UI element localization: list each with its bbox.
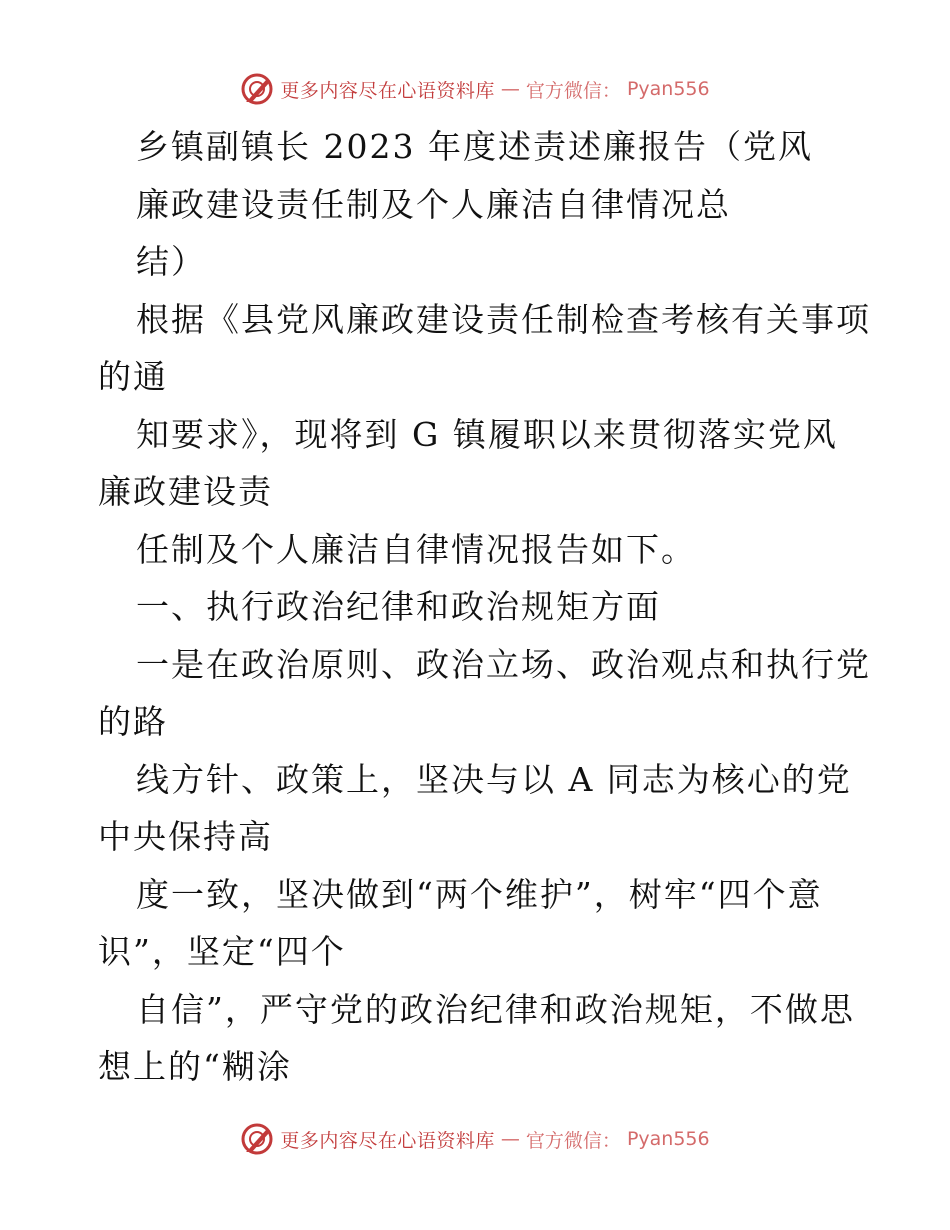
text-line: 自信”，严守党的政治纪律和政治规矩，不做思 bbox=[136, 989, 855, 1029]
watermark-wechat-id: Pyan556 bbox=[626, 78, 710, 100]
text-line: 度一致，坚决做到“两个维护”，树牢“四个意 bbox=[136, 874, 823, 914]
watermark-wechat-id: Pyan556 bbox=[626, 1128, 710, 1150]
watermark-wechat-label: 官方微信： bbox=[525, 1129, 621, 1152]
text-line: 中央保持高 bbox=[98, 817, 273, 856]
text-line: 线方针、政策上，坚决与以 A 同志为核心的党 bbox=[136, 759, 852, 799]
text-line: 廉政建设责 bbox=[98, 472, 273, 511]
text-line: 一是在政治原则、政治立场、政治观点和执行党 bbox=[136, 644, 871, 684]
pen-logo-icon bbox=[240, 1122, 274, 1156]
text-line: 的通 bbox=[98, 357, 168, 396]
text-line: 结） bbox=[136, 242, 206, 281]
text-line: 廉政建设责任制及个人廉洁自律情况总 bbox=[136, 184, 731, 224]
text-line: 根据《县党风廉政建设责任制检查考核有关事项 bbox=[136, 299, 871, 339]
document-body bbox=[98, 118, 871, 1096]
watermark-separator: — bbox=[500, 78, 520, 100]
text-line: 乡镇副镇长 2023 年度述责述廉报告（党风 bbox=[136, 127, 813, 166]
watermark-text: 更多内容尽在心语资料库 bbox=[280, 1129, 495, 1152]
watermark-text: 更多内容尽在心语资料库 bbox=[280, 79, 495, 102]
watermark-footer bbox=[0, 1122, 950, 1156]
text-line: 识”，坚定“四个 bbox=[98, 932, 346, 971]
pen-logo-icon bbox=[240, 72, 274, 106]
text-line: 的路 bbox=[98, 702, 168, 741]
text-line: 一、执行政治纪律和政治规矩方面 bbox=[136, 587, 661, 626]
watermark-wechat-label: 官方微信： bbox=[525, 79, 621, 102]
text-line: 任制及个人廉洁自律情况报告如下。 bbox=[136, 529, 696, 569]
text-line: 想上的“糊涂 bbox=[98, 1047, 292, 1086]
watermark-header bbox=[0, 72, 950, 106]
watermark-separator: — bbox=[500, 1128, 520, 1150]
text-line: 知要求》，现将到 G 镇履职以来贯彻落实党风 bbox=[136, 414, 838, 454]
